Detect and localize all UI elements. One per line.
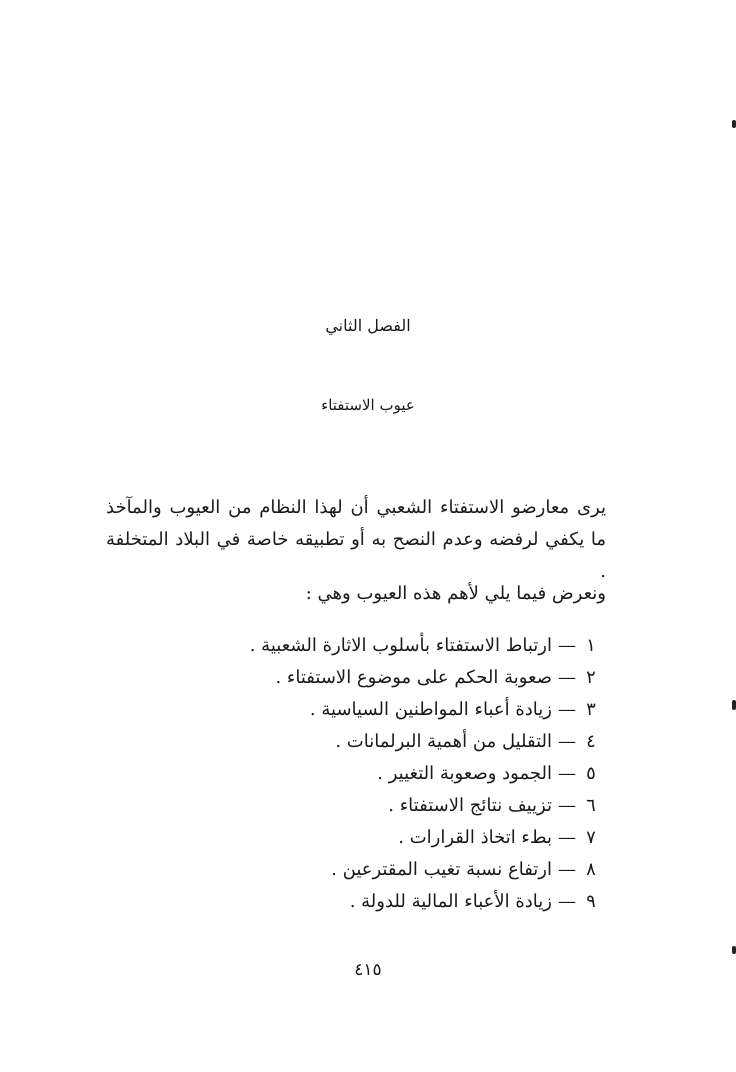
list-item — [250, 630, 600, 662]
edge-mark — [732, 700, 736, 710]
list-item — [250, 886, 600, 918]
list-item-number: ٥ — [586, 763, 596, 784]
list-item-dash: — — [558, 635, 576, 656]
list-item-text: بطء اتخاذ القرارات . — [398, 827, 552, 848]
list-item-dash: — — [558, 667, 576, 688]
list-item-text: الجمود وصعوبة التغيير . — [377, 763, 552, 784]
section-title: عيوب الاستفتاء — [321, 396, 415, 414]
list-item — [250, 694, 600, 726]
list-item-number: ١ — [586, 635, 596, 656]
list-item-number: ٧ — [586, 827, 596, 848]
list-item-number: ٨ — [586, 859, 596, 880]
list-item-text: ارتفاع نسبة تغيب المقترعين . — [331, 859, 552, 880]
list-item-dash: — — [558, 795, 576, 816]
list-intro-paragraph: ونعرض فيما يلي لأهم هذه العيوب وهي : — [305, 583, 606, 604]
list-item-number: ٤ — [586, 731, 596, 752]
intro-paragraph: يرى معارضو الاستفتاء الشعبي أن لهذا النظام من العيوب والمآخذ ما يكفي لرفضه وعدم النصح به أو تطبيقه خاصة في البلاد المتخلفة . — [106, 497, 606, 582]
list-item-text: زيادة الأعباء المالية للدولة . — [349, 891, 552, 912]
list-item — [250, 822, 600, 854]
page-number: ٤١٥ — [354, 960, 382, 980]
list-item — [250, 726, 600, 758]
list-item-dash: — — [558, 699, 576, 720]
edge-mark — [732, 946, 736, 954]
list-item — [250, 790, 600, 822]
edge-mark — [732, 120, 736, 128]
list-item-number: ٢ — [586, 667, 596, 688]
list-item-dash: — — [558, 731, 576, 752]
list-item-text: صعوبة الحكم على موضوع الاستفتاء . — [275, 667, 552, 688]
list-item-dash: — — [558, 859, 576, 880]
list-item-number: ٣ — [586, 699, 596, 720]
list-item — [250, 854, 600, 886]
list-item — [250, 662, 600, 694]
list-item-dash: — — [558, 891, 576, 912]
list-item-text: زيادة أعباء المواطنين السياسية . — [309, 699, 552, 720]
list-item-text: تزييف نتائج الاستفتاء . — [388, 795, 552, 816]
list-item-text: التقليل من أهمية البرلمانات . — [335, 731, 552, 752]
list-item — [250, 758, 600, 790]
list-item-number: ٩ — [586, 891, 596, 912]
list-item-number: ٦ — [586, 795, 596, 816]
list-item-dash: — — [558, 827, 576, 848]
chapter-title: الفصل الثاني — [325, 316, 411, 335]
list-item-text: ارتباط الاستفتاء بأسلوب الاثارة الشعبية . — [249, 635, 552, 656]
list-item-dash: — — [558, 763, 576, 784]
defects-list — [250, 630, 600, 918]
